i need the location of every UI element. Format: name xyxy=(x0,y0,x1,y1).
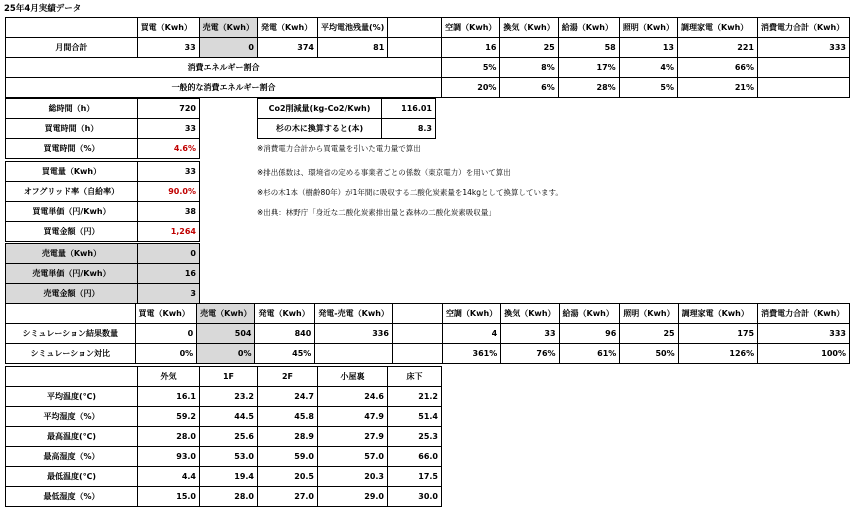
header-cell: 消費電力合計（Kwh） xyxy=(758,304,850,324)
header-cell: 給湯（Kwh） xyxy=(559,304,620,324)
value-cell: 20.3 xyxy=(318,467,388,487)
value-cell: 29.0 xyxy=(318,487,388,507)
row-label: 平均湿度（%） xyxy=(6,407,138,427)
value-cell: 504 xyxy=(197,324,255,344)
value-cell: 66.0 xyxy=(388,447,442,467)
value-cell: 1,264 xyxy=(138,222,200,242)
note-text: ※杉の木1本（樹齢80年）が1年間に吸収する二酸化炭素量を14kgとして換算しています。 xyxy=(257,188,563,197)
header-cell: 発電（Kwh） xyxy=(257,18,317,38)
value-cell: 16 xyxy=(138,264,200,284)
value-cell: 16.1 xyxy=(138,387,200,407)
value-cell: 45% xyxy=(255,344,315,364)
row-label: 最高湿度（%） xyxy=(6,447,138,467)
empty-cell xyxy=(392,304,442,324)
header-cell: 発電（Kwh） xyxy=(255,304,315,324)
value-cell: 4% xyxy=(619,58,677,78)
row-label: シミュレーション対比 xyxy=(6,344,136,364)
value-cell: 25.6 xyxy=(200,427,258,447)
row-label: 買電時間（h） xyxy=(6,119,138,139)
simulation-compare-row xyxy=(6,344,850,364)
value-cell: 33 xyxy=(138,119,200,139)
value-cell: 116.01 xyxy=(382,99,436,119)
hours-row xyxy=(6,139,200,159)
value-cell: 333 xyxy=(758,324,850,344)
value-cell: 28.0 xyxy=(200,487,258,507)
row-label: 売電量（Kwh） xyxy=(6,244,138,264)
value-cell: 4.6% xyxy=(138,139,200,159)
header-cell: 照明（Kwh） xyxy=(620,304,678,324)
empty-cell xyxy=(388,38,442,58)
header-cell: 換気（Kwh） xyxy=(501,304,559,324)
value-cell: 720 xyxy=(138,99,200,119)
header-cell: 給湯（Kwh） xyxy=(558,18,619,38)
row-label: 総時間（h） xyxy=(6,99,138,119)
empty-cell xyxy=(757,58,849,78)
empty-cell xyxy=(6,18,138,38)
value-cell: 25 xyxy=(620,324,678,344)
value-cell: 3 xyxy=(138,284,200,304)
value-cell: 336 xyxy=(315,324,393,344)
value-cell: 6% xyxy=(500,78,558,98)
value-cell: 333 xyxy=(757,38,849,58)
buy-table xyxy=(5,161,200,242)
header-cell: 調理家電（Kwh） xyxy=(678,304,758,324)
temperature-row xyxy=(6,447,442,467)
hours-row xyxy=(6,99,200,119)
value-cell: 840 xyxy=(255,324,315,344)
value-cell: 47.9 xyxy=(318,407,388,427)
co2-row xyxy=(258,99,436,119)
value-cell: 33 xyxy=(138,162,200,182)
note-text: ※出典：林野庁「身近な二酸化炭素排出量と森林の二酸化炭素吸収量」 xyxy=(257,208,496,217)
simulation-result-row xyxy=(6,324,850,344)
value-cell: 221 xyxy=(678,38,758,58)
value-cell: 53.0 xyxy=(200,447,258,467)
simulation-table xyxy=(5,303,850,364)
value-cell: 20.5 xyxy=(258,467,318,487)
header-cell: 空調（Kwh） xyxy=(442,304,500,324)
value-cell: 45.8 xyxy=(258,407,318,427)
buy-row xyxy=(6,182,200,202)
value-cell: 4.4 xyxy=(138,467,200,487)
row-label: 消費エネルギー割合 xyxy=(6,58,442,78)
temperature-row xyxy=(6,427,442,447)
header-cell: 発電-売電（Kwh） xyxy=(315,304,393,324)
row-label: 最低温度(℃) xyxy=(6,467,138,487)
value-cell: 44.5 xyxy=(200,407,258,427)
value-cell: 17.5 xyxy=(388,467,442,487)
value-cell: 28.0 xyxy=(138,427,200,447)
value-cell: 21.2 xyxy=(388,387,442,407)
hours-row xyxy=(6,119,200,139)
value-cell: 58 xyxy=(558,38,619,58)
row-label: 買電量（Kwh） xyxy=(6,162,138,182)
buy-row xyxy=(6,162,200,182)
empty-cell xyxy=(6,367,138,387)
value-cell: 90.0% xyxy=(138,182,200,202)
header-cell: 買電（Kwh） xyxy=(137,18,199,38)
value-cell: 175 xyxy=(678,324,758,344)
row-label: 平均温度(℃) xyxy=(6,387,138,407)
header-cell: 外気 xyxy=(138,367,200,387)
value-cell: 59.0 xyxy=(258,447,318,467)
value-cell: 28.9 xyxy=(258,427,318,447)
sell-row xyxy=(6,284,200,304)
value-cell: 21% xyxy=(678,78,758,98)
row-label: 売電単価（円/Kwh） xyxy=(6,264,138,284)
value-cell: 76% xyxy=(501,344,559,364)
row-label: 一般的な消費エネルギー割合 xyxy=(6,78,442,98)
value-cell: 96 xyxy=(559,324,620,344)
value-cell: 126% xyxy=(678,344,758,364)
row-label: 買電単価（円/Kwh） xyxy=(6,202,138,222)
temperature-row xyxy=(6,387,442,407)
header-cell: 床下 xyxy=(388,367,442,387)
general-ratio-row xyxy=(6,78,850,98)
row-label: 月間合計 xyxy=(6,38,138,58)
value-cell: 38 xyxy=(138,202,200,222)
value-cell: 66% xyxy=(678,58,758,78)
header-cell: 買電（Kwh） xyxy=(135,304,197,324)
buy-row xyxy=(6,222,200,242)
row-label: 最高温度(℃) xyxy=(6,427,138,447)
value-cell: 8.3 xyxy=(382,119,436,139)
row-label: 買電時間（%） xyxy=(6,139,138,159)
value-cell: 61% xyxy=(559,344,620,364)
row-label: シミュレーション結果数量 xyxy=(6,324,136,344)
empty-cell xyxy=(388,18,442,38)
note-text: ※消費電力合計から買電量を引いた電力量で算出 xyxy=(257,144,421,153)
monthly-total-row xyxy=(6,38,850,58)
temperature-table xyxy=(5,366,442,507)
co2-table xyxy=(257,98,436,139)
temperature-header-row xyxy=(6,367,442,387)
empty-cell xyxy=(6,304,136,324)
row-label: オフグリッド率（自給率） xyxy=(6,182,138,202)
value-cell: 361% xyxy=(442,344,500,364)
value-cell: 27.0 xyxy=(258,487,318,507)
header-cell: 売電（Kwh） xyxy=(197,304,255,324)
header-cell: 照明（Kwh） xyxy=(619,18,677,38)
value-cell: 59.2 xyxy=(138,407,200,427)
header-cell: 調理家電（Kwh） xyxy=(678,18,758,38)
value-cell: 5% xyxy=(619,78,677,98)
value-cell: 17% xyxy=(558,58,619,78)
value-cell: 93.0 xyxy=(138,447,200,467)
hours-table xyxy=(5,98,200,159)
value-cell: 0 xyxy=(199,38,257,58)
buy-row xyxy=(6,202,200,222)
value-cell: 4 xyxy=(442,324,500,344)
sell-row xyxy=(6,244,200,264)
value-cell: 27.9 xyxy=(318,427,388,447)
sheet-title: 25年4月実績データ xyxy=(4,4,82,14)
simulation-header-row xyxy=(6,304,850,324)
value-cell: 0 xyxy=(138,244,200,264)
empty-cell xyxy=(757,78,849,98)
value-cell: 23.2 xyxy=(200,387,258,407)
value-cell: 374 xyxy=(257,38,317,58)
header-cell: 2F xyxy=(258,367,318,387)
temperature-row xyxy=(6,487,442,507)
sell-table xyxy=(5,243,200,304)
note-text: ※排出係数は、環境省の定める事業者ごとの係数（東京電力）を用いて算出 xyxy=(257,168,511,177)
temperature-row xyxy=(6,467,442,487)
header-cell: 1F xyxy=(200,367,258,387)
value-cell: 15.0 xyxy=(138,487,200,507)
header-cell: 売電（Kwh） xyxy=(199,18,257,38)
value-cell: 16 xyxy=(442,38,500,58)
row-label: 杉の木に換算すると(本) xyxy=(258,119,382,139)
header-cell: 換気（Kwh） xyxy=(500,18,558,38)
value-cell: 0 xyxy=(135,324,197,344)
row-label: 売電金額（円） xyxy=(6,284,138,304)
co2-row xyxy=(258,119,436,139)
sell-row xyxy=(6,264,200,284)
header-cell: 消費電力合計（Kwh） xyxy=(757,18,849,38)
value-cell: 100% xyxy=(758,344,850,364)
header-cell: 平均電池残量(%) xyxy=(317,18,387,38)
value-cell: 50% xyxy=(620,344,678,364)
value-cell: 19.4 xyxy=(200,467,258,487)
value-cell: 24.6 xyxy=(318,387,388,407)
temperature-row xyxy=(6,407,442,427)
summary-header-row xyxy=(6,18,850,38)
value-cell: 33 xyxy=(137,38,199,58)
value-cell: 33 xyxy=(501,324,559,344)
empty-cell xyxy=(315,344,393,364)
value-cell: 13 xyxy=(619,38,677,58)
value-cell: 81 xyxy=(317,38,387,58)
row-label: 買電金額（円） xyxy=(6,222,138,242)
value-cell: 25.3 xyxy=(388,427,442,447)
value-cell: 0% xyxy=(135,344,197,364)
value-cell: 20% xyxy=(442,78,500,98)
value-cell: 24.7 xyxy=(258,387,318,407)
value-cell: 28% xyxy=(558,78,619,98)
value-cell: 8% xyxy=(500,58,558,78)
ratio-row xyxy=(6,58,850,78)
row-label: 最低湿度（%） xyxy=(6,487,138,507)
value-cell: 51.4 xyxy=(388,407,442,427)
value-cell: 5% xyxy=(442,58,500,78)
row-label: Co2削減量(kg-Co2/Kwh) xyxy=(258,99,382,119)
empty-cell xyxy=(392,324,442,344)
header-cell: 空調（Kwh） xyxy=(442,18,500,38)
value-cell: 30.0 xyxy=(388,487,442,507)
value-cell: 57.0 xyxy=(318,447,388,467)
header-cell: 小屋裏 xyxy=(318,367,388,387)
empty-cell xyxy=(392,344,442,364)
summary-table xyxy=(5,17,850,98)
value-cell: 0% xyxy=(197,344,255,364)
value-cell: 25 xyxy=(500,38,558,58)
